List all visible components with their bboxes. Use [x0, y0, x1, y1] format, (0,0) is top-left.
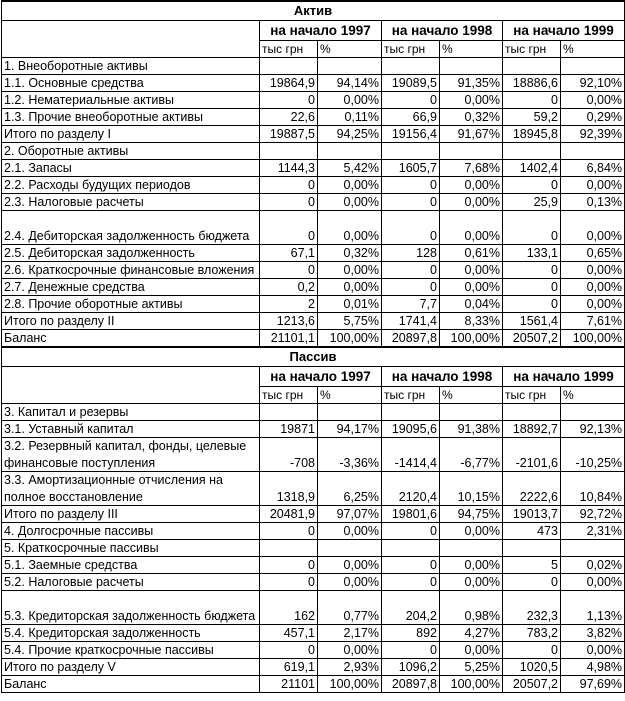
value-thousand-uah: 1213,6 — [260, 313, 318, 330]
value-percent: 100,00% — [440, 676, 503, 693]
value-percent: 0,00% — [318, 194, 382, 211]
row-label: 2.5. Дебиторская задолженность — [2, 245, 260, 262]
value-percent: 0,00% — [440, 642, 503, 659]
value-thousand-uah: 2222,6 — [503, 472, 561, 506]
table-row — [2, 676, 625, 693]
table-row — [2, 92, 625, 109]
value-thousand-uah: 5 — [503, 557, 561, 574]
value-percent: 1,13% — [561, 591, 625, 625]
value-thousand-uah: 133,1 — [503, 245, 561, 262]
value-percent: 0,65% — [561, 245, 625, 262]
value-thousand-uah: 0 — [503, 642, 561, 659]
value-percent: 0,00% — [561, 279, 625, 296]
value-percent: 0,00% — [318, 557, 382, 574]
value-percent: 5,25% — [440, 659, 503, 676]
value-thousand-uah: 0 — [260, 262, 318, 279]
row-label: 2.6. Краткосрочные финансовые вложения — [2, 262, 260, 279]
row-label: Баланс — [2, 330, 260, 348]
table-row — [2, 245, 625, 262]
table-row — [2, 160, 625, 177]
value-thousand-uah: 7,7 — [382, 296, 440, 313]
value-thousand-uah: 20507,2 — [503, 330, 561, 348]
value-thousand-uah: -1414,4 — [382, 438, 440, 472]
value-percent — [440, 143, 503, 160]
value-percent: 10,84% — [561, 472, 625, 506]
value-percent: 0,00% — [318, 279, 382, 296]
value-percent: 0,00% — [440, 523, 503, 540]
value-percent: 2,17% — [318, 625, 382, 642]
value-thousand-uah — [260, 540, 318, 557]
value-percent — [561, 58, 625, 75]
value-thousand-uah: 20897,8 — [382, 330, 440, 348]
value-percent — [440, 58, 503, 75]
unit-thousand-uah: тыс грн — [382, 387, 440, 404]
value-percent: 0,98% — [440, 591, 503, 625]
row-label: 2.2. Расходы будущих периодов — [2, 177, 260, 194]
value-percent: 7,68% — [440, 160, 503, 177]
value-thousand-uah: 1741,4 — [382, 313, 440, 330]
value-thousand-uah: 0 — [382, 177, 440, 194]
value-percent: 0,04% — [440, 296, 503, 313]
value-thousand-uah: 1402,4 — [503, 160, 561, 177]
table-row — [2, 211, 625, 245]
value-percent: 97,07% — [318, 506, 382, 523]
value-thousand-uah — [382, 58, 440, 75]
value-thousand-uah: 2120,4 — [382, 472, 440, 506]
value-percent: 0,61% — [440, 245, 503, 262]
value-thousand-uah: 20481,9 — [260, 506, 318, 523]
value-thousand-uah: 0 — [260, 523, 318, 540]
value-percent — [318, 540, 382, 557]
table-row — [2, 540, 625, 557]
value-thousand-uah: 0 — [382, 194, 440, 211]
value-percent: 0,11% — [318, 109, 382, 126]
table-row — [2, 279, 625, 296]
value-thousand-uah: 19864,9 — [260, 75, 318, 92]
value-percent: 6,84% — [561, 160, 625, 177]
value-percent: 0,77% — [318, 591, 382, 625]
row-label: 5.1. Заемные средства — [2, 557, 260, 574]
value-percent: 100,00% — [318, 676, 382, 693]
value-thousand-uah: 66,9 — [382, 109, 440, 126]
table-row — [2, 296, 625, 313]
table-row — [2, 143, 625, 160]
value-percent: 0,00% — [561, 642, 625, 659]
value-percent: 94,25% — [318, 126, 382, 143]
value-thousand-uah: 619,1 — [260, 659, 318, 676]
value-thousand-uah: 0,2 — [260, 279, 318, 296]
value-thousand-uah — [503, 404, 561, 421]
value-thousand-uah — [382, 404, 440, 421]
value-thousand-uah: 0 — [260, 557, 318, 574]
row-label: 1.3. Прочие внеоборотные активы — [2, 109, 260, 126]
value-percent — [440, 540, 503, 557]
value-thousand-uah: 21101 — [260, 676, 318, 693]
value-thousand-uah — [260, 143, 318, 160]
value-thousand-uah: 1096,2 — [382, 659, 440, 676]
value-thousand-uah: 0 — [382, 92, 440, 109]
value-thousand-uah: -708 — [260, 438, 318, 472]
table-row — [2, 506, 625, 523]
table-row — [2, 330, 625, 348]
year-header: на начало 1998 — [382, 21, 503, 41]
row-label: 1. Внеоборотные активы — [2, 58, 260, 75]
value-thousand-uah: 21101,1 — [260, 330, 318, 348]
table-row — [2, 574, 625, 591]
value-percent: 0,00% — [561, 177, 625, 194]
value-percent: 91,35% — [440, 75, 503, 92]
value-thousand-uah — [260, 58, 318, 75]
value-thousand-uah: 1561,4 — [503, 313, 561, 330]
value-thousand-uah: 1144,3 — [260, 160, 318, 177]
value-thousand-uah: 0 — [260, 194, 318, 211]
row-label: 5. Краткосрочные пассивы — [2, 540, 260, 557]
value-percent — [561, 143, 625, 160]
year-header: на начало 1999 — [503, 21, 625, 41]
value-percent: 0,00% — [440, 211, 503, 245]
value-percent: 0,00% — [318, 211, 382, 245]
table-row — [2, 642, 625, 659]
row-label: 1.1. Основные средства — [2, 75, 260, 92]
value-percent: 0,00% — [440, 262, 503, 279]
value-percent: 4,98% — [561, 659, 625, 676]
value-percent: 0,32% — [440, 109, 503, 126]
row-label: Итого по разделу III — [2, 506, 260, 523]
value-thousand-uah: 892 — [382, 625, 440, 642]
value-percent: 92,10% — [561, 75, 625, 92]
value-percent: 0,00% — [561, 262, 625, 279]
value-percent: 0,00% — [318, 177, 382, 194]
value-thousand-uah: 22,6 — [260, 109, 318, 126]
value-percent: 91,67% — [440, 126, 503, 143]
row-label: 3.1. Уставный капитал — [2, 421, 260, 438]
value-thousand-uah: 0 — [503, 296, 561, 313]
value-percent: 0,01% — [318, 296, 382, 313]
value-percent — [561, 404, 625, 421]
table-row — [2, 659, 625, 676]
value-percent: 4,27% — [440, 625, 503, 642]
value-percent: 94,75% — [440, 506, 503, 523]
value-thousand-uah: 18892,7 — [503, 421, 561, 438]
value-thousand-uah — [260, 404, 318, 421]
table-row — [2, 313, 625, 330]
row-label: 5.2. Налоговые расчеты — [2, 574, 260, 591]
value-percent: 6,25% — [318, 472, 382, 506]
value-percent — [318, 58, 382, 75]
row-label: 5.3. Кредиторская задолженность бюджета — [2, 591, 260, 625]
section-title-row — [2, 1, 625, 21]
value-percent — [318, 143, 382, 160]
value-thousand-uah: 19095,6 — [382, 421, 440, 438]
row-label: 2.1. Запасы — [2, 160, 260, 177]
row-label: 2.3. Налоговые расчеты — [2, 194, 260, 211]
value-thousand-uah — [503, 58, 561, 75]
value-thousand-uah: 1020,5 — [503, 659, 561, 676]
value-percent: 94,17% — [318, 421, 382, 438]
unit-percent: % — [318, 387, 382, 404]
value-percent: 2,31% — [561, 523, 625, 540]
value-percent — [440, 404, 503, 421]
table-row — [2, 126, 625, 143]
value-percent: -6,77% — [440, 438, 503, 472]
value-thousand-uah: 0 — [503, 211, 561, 245]
value-thousand-uah: 0 — [260, 642, 318, 659]
row-label: 3. Капитал и резервы — [2, 404, 260, 421]
value-percent: 2,93% — [318, 659, 382, 676]
table-row — [2, 625, 625, 642]
value-thousand-uah: 67,1 — [260, 245, 318, 262]
value-thousand-uah — [382, 143, 440, 160]
unit-thousand-uah: тыс грн — [260, 387, 318, 404]
value-thousand-uah: 20507,2 — [503, 676, 561, 693]
year-header: на начало 1997 — [260, 367, 382, 387]
row-label: 5.4. Прочие краткосрочные пассивы — [2, 642, 260, 659]
value-thousand-uah: 0 — [260, 177, 318, 194]
value-percent: 7,61% — [561, 313, 625, 330]
value-percent: 100,00% — [561, 330, 625, 348]
value-thousand-uah: 0 — [382, 523, 440, 540]
table-body — [2, 1, 625, 693]
year-header: на начало 1997 — [260, 21, 382, 41]
section-title: Актив — [2, 1, 625, 21]
value-percent: 10,15% — [440, 472, 503, 506]
unit-thousand-uah: тыс грн — [503, 41, 561, 58]
section-title-row — [2, 347, 625, 367]
row-label: 5.4. Кредиторская задолженность — [2, 625, 260, 642]
table-row — [2, 58, 625, 75]
value-thousand-uah: 0 — [503, 574, 561, 591]
value-percent: 0,29% — [561, 109, 625, 126]
value-percent — [561, 540, 625, 557]
value-percent: 91,38% — [440, 421, 503, 438]
table-row — [2, 404, 625, 421]
row-label: Баланс — [2, 676, 260, 693]
value-thousand-uah: 2 — [260, 296, 318, 313]
value-percent: 0,00% — [318, 642, 382, 659]
row-label: 2. Оборотные активы — [2, 143, 260, 160]
unit-percent: % — [440, 387, 503, 404]
row-label: Итого по разделу V — [2, 659, 260, 676]
value-percent: 0,00% — [561, 92, 625, 109]
value-percent: 0,02% — [561, 557, 625, 574]
value-thousand-uah: 18945,8 — [503, 126, 561, 143]
year-header-row — [2, 21, 625, 41]
row-label: 1.2. Нематериальные активы — [2, 92, 260, 109]
value-percent: 5,75% — [318, 313, 382, 330]
value-percent: 0,00% — [318, 523, 382, 540]
value-thousand-uah: 1605,7 — [382, 160, 440, 177]
table-row — [2, 421, 625, 438]
value-thousand-uah: 1318,9 — [260, 472, 318, 506]
table-row — [2, 438, 625, 472]
year-header: на начало 1998 — [382, 367, 503, 387]
header-blank-cell — [2, 367, 260, 404]
value-thousand-uah: 0 — [382, 211, 440, 245]
row-label: Итого по разделу II — [2, 313, 260, 330]
table-row — [2, 75, 625, 92]
value-percent: 0,00% — [561, 296, 625, 313]
value-percent: 0,00% — [440, 194, 503, 211]
value-thousand-uah: 0 — [503, 279, 561, 296]
value-percent — [318, 404, 382, 421]
value-thousand-uah: 19013,7 — [503, 506, 561, 523]
value-percent: 0,00% — [561, 574, 625, 591]
value-thousand-uah: 783,2 — [503, 625, 561, 642]
value-thousand-uah: 19887,5 — [260, 126, 318, 143]
unit-thousand-uah: тыс грн — [382, 41, 440, 58]
value-thousand-uah: 25,9 — [503, 194, 561, 211]
unit-percent: % — [561, 387, 625, 404]
value-thousand-uah: 19156,4 — [382, 126, 440, 143]
value-thousand-uah: 18886,6 — [503, 75, 561, 92]
table-row — [2, 523, 625, 540]
value-thousand-uah: 0 — [260, 92, 318, 109]
value-percent: 0,00% — [440, 177, 503, 194]
value-thousand-uah: 59,2 — [503, 109, 561, 126]
value-percent: 0,00% — [318, 574, 382, 591]
value-thousand-uah: 0 — [503, 262, 561, 279]
row-label: 3.3. Амортизационные отчисления на полное восстановление — [2, 472, 260, 506]
value-percent: 92,39% — [561, 126, 625, 143]
value-thousand-uah — [382, 540, 440, 557]
value-thousand-uah: 19871 — [260, 421, 318, 438]
value-thousand-uah: 0 — [260, 574, 318, 591]
table-row — [2, 591, 625, 625]
unit-percent: % — [318, 41, 382, 58]
value-thousand-uah: 162 — [260, 591, 318, 625]
value-thousand-uah: 0 — [382, 279, 440, 296]
row-label: 2.7. Денежные средства — [2, 279, 260, 296]
value-percent: 0,00% — [561, 211, 625, 245]
value-thousand-uah: 473 — [503, 523, 561, 540]
value-percent: 100,00% — [318, 330, 382, 348]
value-thousand-uah: 0 — [503, 92, 561, 109]
table-row — [2, 557, 625, 574]
value-thousand-uah: 0 — [503, 177, 561, 194]
value-thousand-uah: 128 — [382, 245, 440, 262]
unit-percent: % — [561, 41, 625, 58]
unit-thousand-uah: тыс грн — [260, 41, 318, 58]
row-label: 3.2. Резервный капитал, фонды, целевые финансовые поступления — [2, 438, 260, 472]
row-label: 4. Долгосрочные пассивы — [2, 523, 260, 540]
year-header-row — [2, 367, 625, 387]
value-thousand-uah: 204,2 — [382, 591, 440, 625]
value-thousand-uah: 232,3 — [503, 591, 561, 625]
value-thousand-uah: 19801,6 — [382, 506, 440, 523]
header-blank-cell — [2, 21, 260, 58]
year-header: на начало 1999 — [503, 367, 625, 387]
value-percent: 92,72% — [561, 506, 625, 523]
value-percent: 8,33% — [440, 313, 503, 330]
value-percent: 0,32% — [318, 245, 382, 262]
unit-thousand-uah: тыс грн — [503, 387, 561, 404]
value-percent: 0,00% — [318, 92, 382, 109]
value-thousand-uah: 457,1 — [260, 625, 318, 642]
row-label: Итого по разделу I — [2, 126, 260, 143]
value-thousand-uah — [503, 143, 561, 160]
value-percent: 97,69% — [561, 676, 625, 693]
value-percent: 94,14% — [318, 75, 382, 92]
value-percent: 0,13% — [561, 194, 625, 211]
value-thousand-uah: 20897,8 — [382, 676, 440, 693]
value-thousand-uah: -2101,6 — [503, 438, 561, 472]
value-thousand-uah: 0 — [382, 574, 440, 591]
value-percent: 5,42% — [318, 160, 382, 177]
row-label: 2.8. Прочие оборотные активы — [2, 296, 260, 313]
value-thousand-uah — [503, 540, 561, 557]
value-percent: 0,00% — [440, 279, 503, 296]
value-thousand-uah: 0 — [382, 642, 440, 659]
value-percent: 0,00% — [318, 262, 382, 279]
row-label: 2.4. Дебиторская задолженность бюджета — [2, 211, 260, 245]
unit-percent: % — [440, 41, 503, 58]
value-percent: -3,36% — [318, 438, 382, 472]
table-row — [2, 194, 625, 211]
value-percent: -10,25% — [561, 438, 625, 472]
value-thousand-uah: 19089,5 — [382, 75, 440, 92]
value-thousand-uah: 0 — [260, 211, 318, 245]
balance-sheet-table — [1, 0, 625, 693]
value-percent: 3,82% — [561, 625, 625, 642]
value-percent: 0,00% — [440, 92, 503, 109]
value-percent: 100,00% — [440, 330, 503, 348]
table-row — [2, 472, 625, 506]
value-percent: 0,00% — [440, 574, 503, 591]
table-row — [2, 262, 625, 279]
value-percent: 92,13% — [561, 421, 625, 438]
section-title: Пассив — [2, 347, 625, 367]
table-row — [2, 109, 625, 126]
value-percent: 0,00% — [440, 557, 503, 574]
table-row — [2, 177, 625, 194]
value-thousand-uah: 0 — [382, 557, 440, 574]
value-thousand-uah: 0 — [382, 262, 440, 279]
